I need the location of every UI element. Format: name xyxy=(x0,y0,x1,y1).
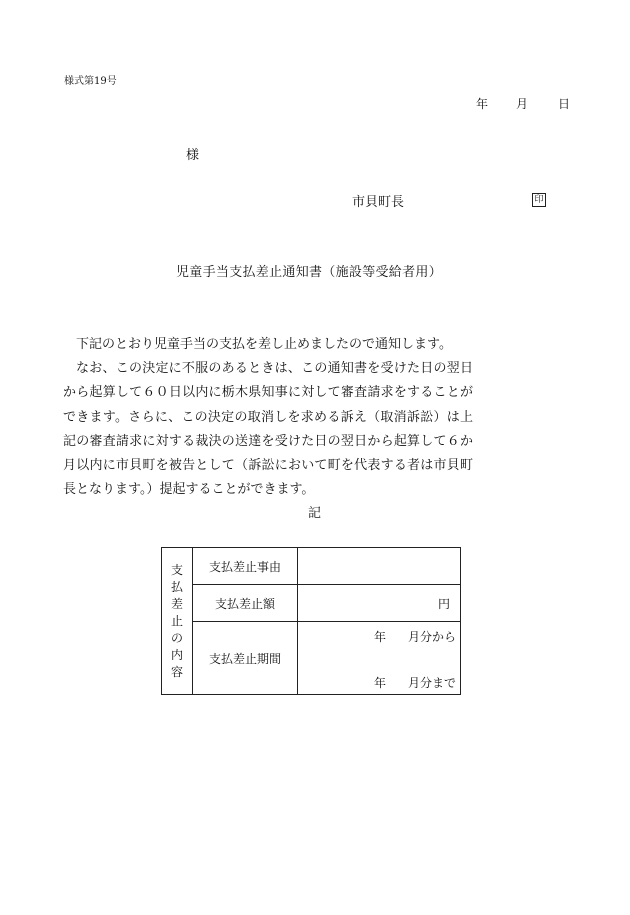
vertical-header-char: 止 xyxy=(170,613,183,628)
addressee-suffix: 様 xyxy=(186,148,200,163)
document-title: 児童手当支払差止通知書（施設等受給者用） xyxy=(176,265,443,280)
date-day-label: 日 xyxy=(558,97,571,111)
notice-body xyxy=(63,333,473,502)
body-paragraph-1: 下記のとおり児童手当の支払を差し止めましたので通知します。 xyxy=(76,337,452,352)
table-row-amount xyxy=(162,585,461,622)
period-to-year: 年 xyxy=(373,676,386,690)
table-row-period xyxy=(162,622,461,695)
ki-label: 記 xyxy=(308,506,322,521)
vertical-header-char: 差 xyxy=(170,596,183,611)
vertical-header-char: 内 xyxy=(170,647,183,662)
amount-value-cell xyxy=(298,585,461,622)
seal-mark: 印 xyxy=(532,193,546,207)
vertical-header xyxy=(162,548,193,695)
period-value-cell xyxy=(298,622,461,695)
detail-table xyxy=(161,547,461,695)
vertical-header-char: の xyxy=(170,630,183,645)
vertical-header-char: 支 xyxy=(170,562,183,577)
amount-label: 支払差止額 xyxy=(193,585,298,622)
period-from-year: 年 xyxy=(373,630,386,644)
body-paragraph-2: なお、この決定に不服のあるときは、この通知書を受けた日の翌日から起算して６０日以内に栃木県知事に対して審査請求をすることができます。さらに、この決定の取消しを求める訴え（取消訴訟）は上記の審査請求に対する裁決の送達を受けた日の翌日から起算して６か月以内に市貝町を被告として（訴訟において町を代表する者は市貝町長となります。）提起することができます。 xyxy=(63,361,473,498)
vertical-header-char: 払 xyxy=(170,579,183,594)
period-from xyxy=(374,628,456,645)
form-number: 様式第19号 xyxy=(64,76,117,87)
reason-value-cell xyxy=(298,548,461,585)
date-month-label: 月 xyxy=(516,97,529,111)
issuer-title: 市貝町長 xyxy=(352,195,405,210)
amount-unit: 円 xyxy=(437,596,450,611)
table-row-reason xyxy=(162,548,461,585)
reason-label: 支払差止事由 xyxy=(193,548,298,585)
period-to xyxy=(374,674,456,691)
period-from-suffix: 月分から xyxy=(407,630,456,644)
period-label: 支払差止期間 xyxy=(193,622,298,695)
vertical-header-char: 容 xyxy=(170,664,183,679)
period-to-suffix: 月分まで xyxy=(407,676,456,690)
date-year-label: 年 xyxy=(476,97,489,111)
